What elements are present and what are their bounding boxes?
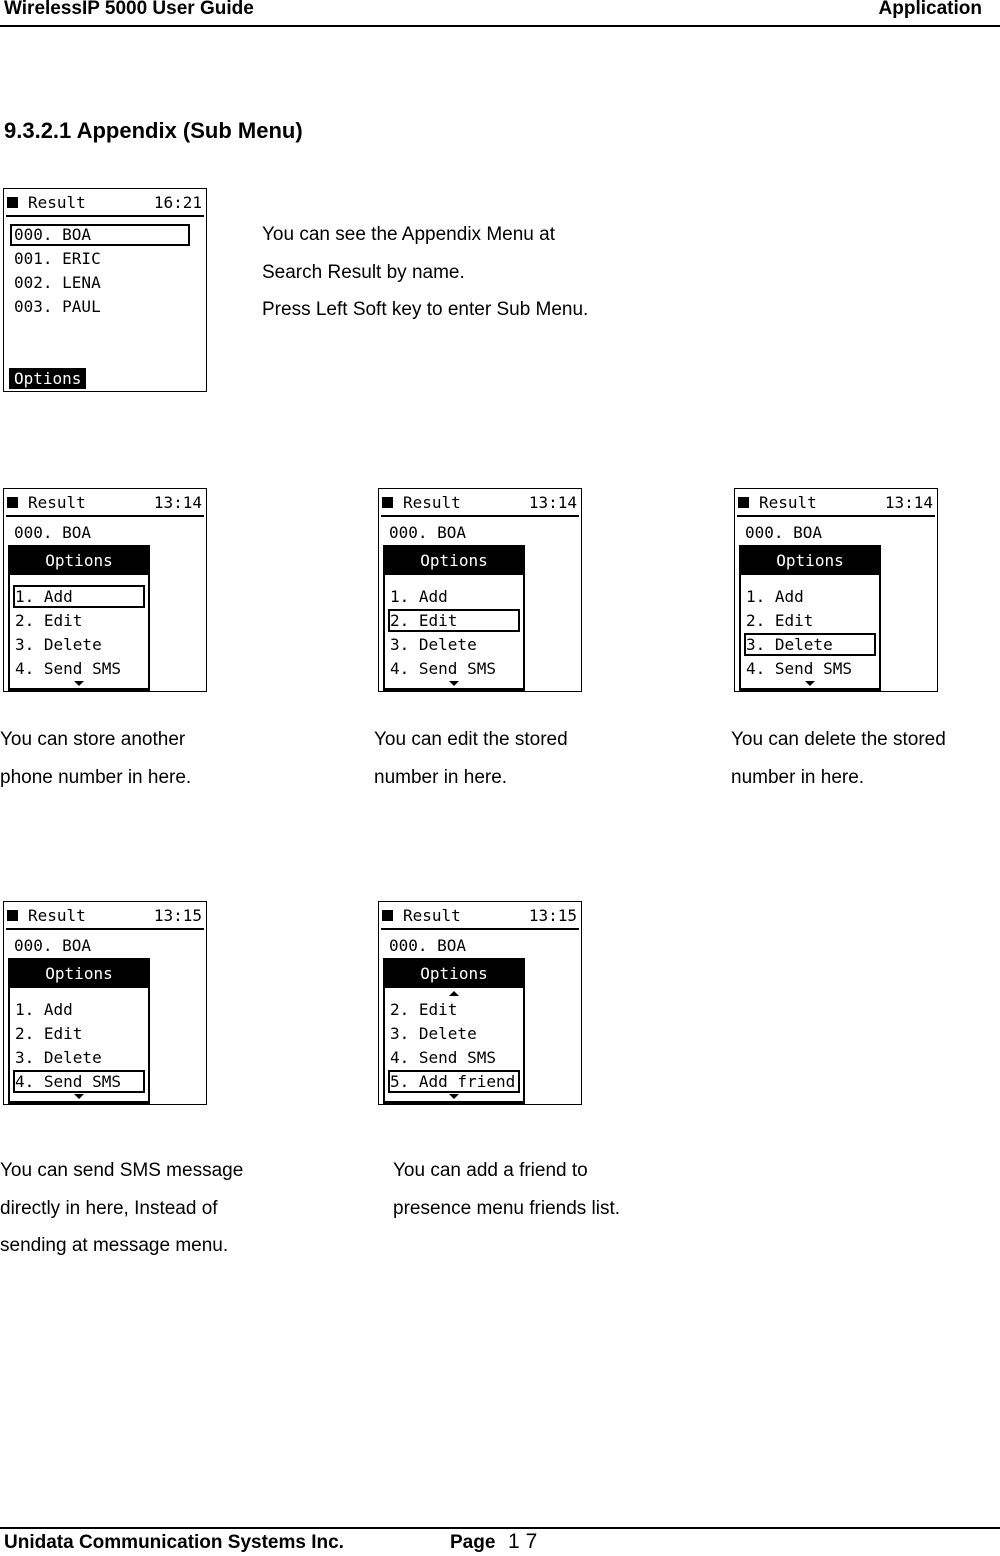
intro-line: Search Result by name.: [262, 261, 465, 283]
status-square-icon: [382, 910, 393, 921]
screen-description: [731, 721, 946, 796]
menu-title: Options: [385, 960, 523, 988]
screen-title: Result: [28, 493, 86, 512]
description-line: presence menu friends list.: [393, 1197, 621, 1219]
screen-title: Result: [28, 906, 86, 925]
status-bar: [735, 489, 937, 515]
description-line: number in here.: [374, 766, 508, 788]
description-line: You can edit the stored: [374, 729, 568, 750]
screen-title: Result: [759, 493, 817, 512]
section-heading: 9.3.2.1 Appendix (Sub Menu): [4, 118, 303, 143]
status-divider: [6, 515, 204, 517]
scroll-down-icon: [805, 681, 815, 686]
menu-item[interactable]: 1. Add: [15, 587, 73, 606]
scroll-down-icon: [74, 681, 84, 686]
options-menu: [383, 545, 525, 691]
result-entry[interactable]: 002. LENA: [14, 273, 101, 292]
status-divider: [6, 215, 204, 217]
clock: 13:14: [884, 493, 933, 512]
status-square-icon: [7, 910, 18, 921]
menu-item[interactable]: 4. Send SMS: [390, 1048, 496, 1067]
options-menu-screen: [3, 488, 207, 692]
description-line: sending at message menu.: [0, 1235, 229, 1256]
result-entry: 000. BOA: [389, 936, 467, 955]
result-entry: 000. BOA: [14, 523, 92, 542]
description-line: You can delete the stored: [731, 729, 946, 750]
intro-line: You can see the Appendix Menu at: [262, 224, 555, 245]
screen-description: [0, 721, 191, 796]
result-entry: 000. BOA: [14, 936, 92, 955]
menu-item[interactable]: 3. Delete: [390, 635, 477, 654]
footer-divider: [0, 1527, 1000, 1529]
scroll-down-icon: [449, 681, 459, 686]
menu-item[interactable]: 1. Add: [390, 587, 448, 606]
screen-description: [393, 1152, 620, 1227]
status-bar: [379, 902, 581, 928]
clock: 13:14: [153, 493, 202, 512]
result-entry[interactable]: 000. BOA: [14, 225, 92, 244]
menu-item[interactable]: 2. Edit: [15, 1024, 83, 1043]
status-square-icon: [7, 497, 18, 508]
status-bar: [4, 902, 206, 928]
company-name: Unidata Communication Systems Inc.: [4, 1532, 344, 1553]
description-line: You can send SMS message: [0, 1160, 244, 1181]
menu-title: Options: [385, 547, 523, 575]
menu-title: Options: [10, 960, 148, 988]
screen-title: Result: [403, 906, 461, 925]
status-divider: [737, 515, 935, 517]
clock: 16:21: [153, 193, 202, 212]
status-divider: [381, 515, 579, 517]
status-square-icon: [738, 497, 749, 508]
menu-item[interactable]: 1. Add: [746, 587, 804, 606]
status-square-icon: [7, 197, 18, 208]
description-line: directly in here, Instead of: [0, 1197, 218, 1219]
menu-item[interactable]: 3. Delete: [746, 635, 833, 654]
status-bar: [4, 489, 206, 515]
result-entry[interactable]: 001. ERIC: [14, 249, 101, 268]
menu-item[interactable]: 2. Edit: [746, 611, 814, 630]
description-line: phone number in here.: [0, 766, 192, 788]
menu-item[interactable]: 4. Send SMS: [15, 1072, 121, 1091]
status-divider: [381, 928, 579, 930]
screen-title: Result: [403, 493, 461, 512]
menu-item[interactable]: 1. Add: [15, 1000, 73, 1019]
options-softkey[interactable]: Options: [9, 368, 86, 389]
header-divider: [0, 25, 1000, 27]
menu-item[interactable]: 2. Edit: [15, 611, 83, 630]
status-divider: [6, 928, 204, 930]
description-line: You can store another: [0, 729, 186, 750]
menu-title: Options: [741, 547, 879, 575]
menu-item[interactable]: 3. Delete: [15, 635, 102, 654]
options-menu: [8, 958, 150, 1104]
scroll-down-icon: [74, 1094, 84, 1099]
status-bar: [379, 489, 581, 515]
result-entry: 000. BOA: [389, 523, 467, 542]
description-line: number in here.: [731, 766, 865, 788]
options-menu: [8, 545, 150, 691]
intro-line: Press Left Soft key to enter Sub Menu.: [262, 299, 589, 320]
result-screen: [3, 188, 207, 392]
menu-item[interactable]: 4. Send SMS: [15, 659, 121, 678]
screen-title: Result: [28, 193, 86, 212]
screen-description: [0, 1152, 243, 1265]
menu-item[interactable]: 4. Send SMS: [390, 659, 496, 678]
options-menu-screen: [378, 901, 582, 1105]
clock: 13:15: [153, 906, 202, 925]
menu-item[interactable]: 3. Delete: [15, 1048, 102, 1067]
menu-item[interactable]: 5. Add friend: [390, 1072, 516, 1091]
menu-item[interactable]: 3. Delete: [390, 1024, 477, 1043]
status-square-icon: [382, 497, 393, 508]
status-bar: [4, 189, 206, 215]
menu-item[interactable]: 2. Edit: [390, 611, 458, 630]
scroll-up-icon: [449, 991, 459, 996]
result-entry[interactable]: 003. PAUL: [14, 297, 101, 316]
document-title: WirelessIP 5000 User Guide: [4, 0, 254, 19]
options-menu-screen: [378, 488, 582, 692]
page-label: Page: [450, 1532, 496, 1553]
scroll-down-icon: [449, 1094, 459, 1099]
menu-item[interactable]: 2. Edit: [390, 1000, 458, 1019]
intro-description: [262, 216, 588, 329]
menu-title: Options: [10, 547, 148, 575]
clock: 13:15: [528, 906, 577, 925]
section-label: Application: [878, 0, 982, 19]
options-menu: [739, 545, 881, 691]
screen-description: [374, 721, 568, 796]
options-menu-screen: [734, 488, 938, 692]
result-entry: 000. BOA: [745, 523, 823, 542]
clock: 13:14: [528, 493, 577, 512]
options-menu-screen: [3, 901, 207, 1105]
description-line: You can add a friend to: [393, 1160, 588, 1181]
menu-item[interactable]: 4. Send SMS: [746, 659, 852, 678]
page-number: 17: [508, 1530, 544, 1553]
options-menu: [383, 958, 525, 1104]
